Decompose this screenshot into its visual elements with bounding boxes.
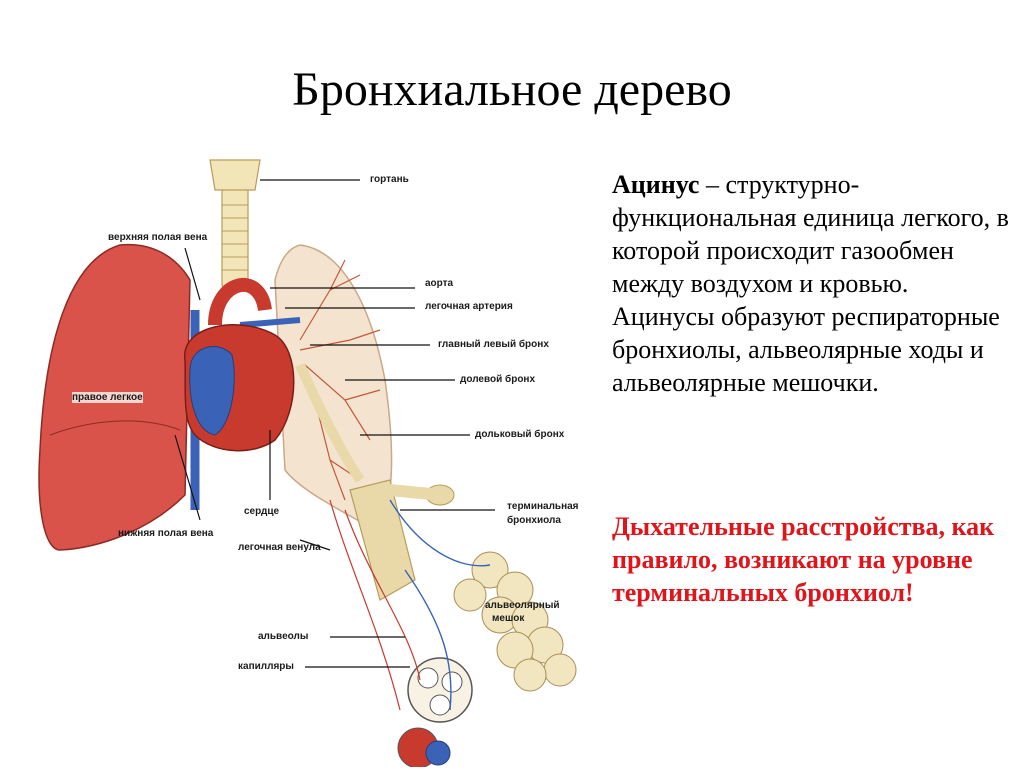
acinus-term: Ацинус bbox=[612, 170, 700, 199]
label-alveolar-sac-2: мешок bbox=[492, 613, 525, 624]
label-inferior-vena-cava: нижняя полая вена bbox=[118, 528, 214, 539]
label-lobar-bronchus: долевой бронх bbox=[460, 374, 536, 385]
label-larynx: гортань bbox=[370, 174, 409, 185]
label-pulmonary-artery: легочная артерия bbox=[425, 301, 513, 312]
label-aorta: аорта bbox=[425, 278, 454, 289]
label-right-lung: правое легкое bbox=[72, 392, 143, 403]
label-terminal-bronchiole-2: бронхиола bbox=[507, 515, 561, 526]
acinus-definition-text: – структурно-функциональная единица легкого, в которой происходит газообмен между воздухом и кровью. Ацинусы образуют респираторные бронхиолы, альвеолярные ходы и альвеолярные мешочки. bbox=[612, 170, 1009, 397]
slide-title: Бронхиальное дерево bbox=[292, 63, 732, 116]
label-terminal-bronchiole-1: терминальная bbox=[507, 501, 579, 512]
terminal-bronchiole-shape bbox=[350, 480, 415, 600]
alveoli-cross-section bbox=[398, 658, 472, 767]
label-superior-vena-cava: верхняя полая вена bbox=[108, 232, 208, 243]
label-lobular-bronchus: дольковый бронх bbox=[475, 429, 565, 440]
label-capillaries: капилляры bbox=[238, 661, 294, 672]
label-pulmonary-venule: легочная венула bbox=[238, 542, 321, 553]
label-heart: сердце bbox=[244, 506, 280, 517]
label-alveolar-sac-1: альвеолярный bbox=[485, 600, 560, 611]
bronchial-tree-illustration bbox=[0, 150, 600, 767]
label-alveoli: альвеолы bbox=[258, 631, 309, 642]
label-main-left-bronchus: главный левый бронх bbox=[438, 339, 549, 350]
acinus-definition bbox=[612, 168, 1012, 399]
warning-note: Дыхательные расстройства, как правило, возникают на уровне терминальных бронхиол! bbox=[612, 512, 995, 607]
anatomy-drawing bbox=[0, 150, 600, 767]
